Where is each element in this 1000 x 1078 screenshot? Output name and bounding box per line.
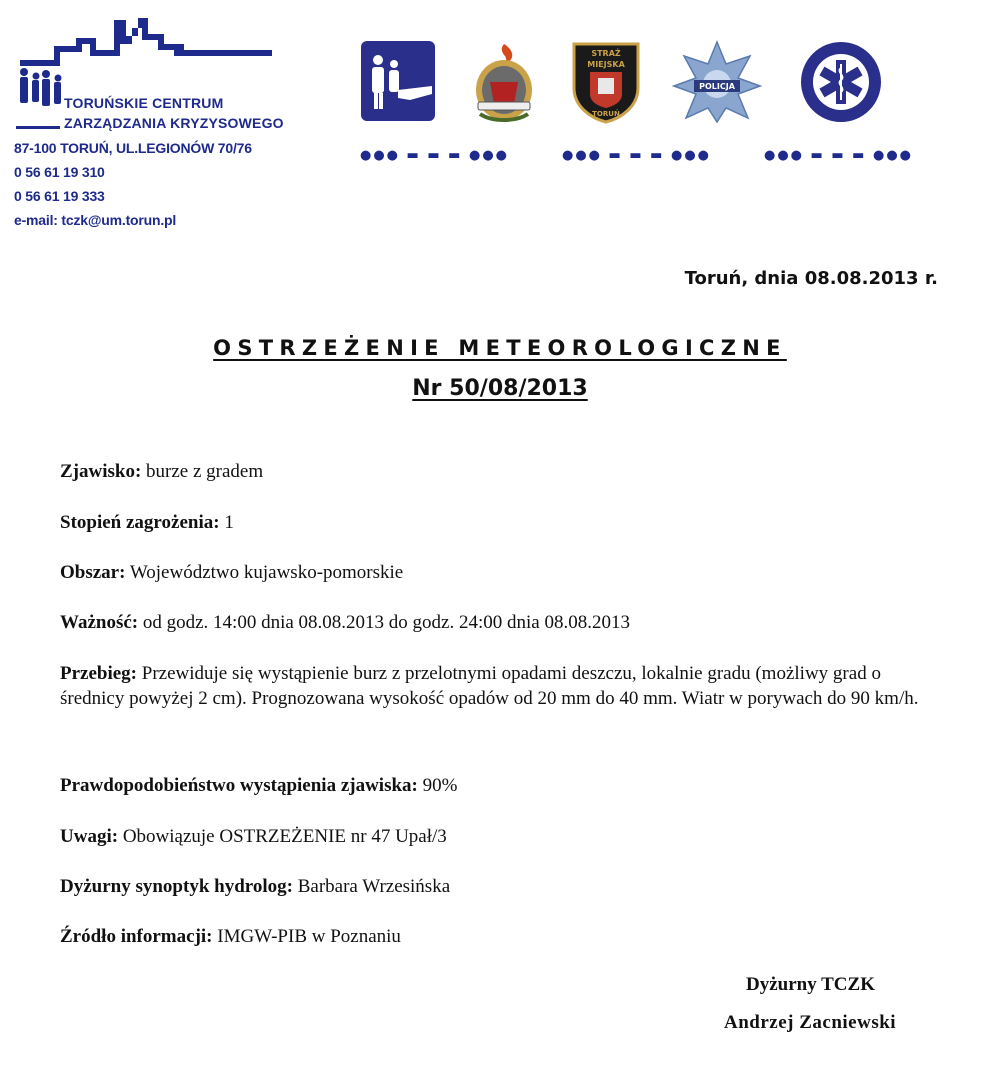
- separator-dots-3: ●●● ▬ ▬ ▬ ●●●: [764, 148, 914, 163]
- field-threat-level: [60, 511, 940, 535]
- field-label: Prawdopodobieństwo wystąpienia zjawiska:: [60, 775, 418, 796]
- separator-dots-1: ●●● ▬ ▬ ▬ ●●●: [360, 148, 510, 163]
- document-title: [0, 336, 1000, 360]
- document-title-text: OSTRZEŻENIE METEOROLOGICZNE: [213, 336, 787, 360]
- emblem-police-text: POLICJA: [699, 82, 735, 91]
- field-label: Obszar:: [60, 562, 126, 583]
- field-label: Ważność:: [60, 612, 139, 633]
- field-value: Obowiązuje OSTRZEŻENIE nr 47 Upał/3: [118, 826, 447, 847]
- field-area: [60, 561, 940, 585]
- field-course: [60, 661, 940, 711]
- field-value: Województwo kujawsko-pomorskie: [125, 562, 404, 583]
- field-probability: [60, 774, 940, 798]
- field-value: IMGW-PIB w Poznaniu: [212, 926, 401, 947]
- field-value: burze z gradem: [141, 461, 264, 482]
- emblem-text-mid: MIEJSKA: [587, 60, 625, 69]
- field-synoptician: [60, 875, 940, 899]
- field-phenomenon: [60, 460, 940, 484]
- org-name-line2: ZARZĄDZANIA KRYZYSOWEGO: [64, 115, 284, 131]
- field-source: [60, 925, 940, 949]
- family-social-help-icon: [360, 40, 436, 122]
- city-guard-torun-emblem-icon: [568, 40, 644, 124]
- signature-role: Dyżurny TCZK: [746, 974, 875, 995]
- field-label: Źródło informacji:: [60, 926, 213, 947]
- fire-brigade-emblem-icon: [466, 40, 542, 124]
- field-label: Przebieg:: [60, 663, 138, 684]
- org-phone-1: 0 56 61 19 310: [14, 164, 105, 180]
- field-value: Barbara Wrzesińska: [292, 876, 451, 897]
- signature-name: Andrzej Zacniewski: [724, 1012, 897, 1033]
- field-validity: [60, 611, 940, 635]
- org-name-line1: TORUŃSKIE CENTRUM: [64, 95, 224, 111]
- field-value: 90%: [417, 775, 458, 796]
- field-value: od godz. 14:00 dnia 08.08.2013 do godz. 24:00 dnia 08.08.2013: [138, 612, 630, 633]
- separator-dots-2: ●●● ▬ ▬ ▬ ●●●: [562, 148, 712, 163]
- field-label: Stopień zagrożenia:: [60, 512, 220, 533]
- field-label: Dyżurny synoptyk hydrolog:: [60, 876, 293, 897]
- document-number-text: Nr 50/08/2013: [412, 376, 588, 401]
- medical-rescue-emblem-icon: [796, 40, 886, 124]
- field-value: Przewiduje się wystąpienie burz z przelotnymi opadami deszczu, lokalnie gradu (możliwy grad o średnicy powyżej 2 cm). Prognozowana wysokość opadów od 20 mm do 40 mm. Wiatr w porywach do 90 km/h.: [60, 663, 919, 709]
- document-number: [0, 376, 1000, 401]
- field-remarks: [60, 825, 940, 849]
- emblem-text-bottom: TORUŃ: [592, 110, 620, 118]
- field-label: Uwagi:: [60, 826, 119, 847]
- police-star-emblem-icon: [672, 40, 762, 124]
- org-address: 87-100 TORUŃ, UL.LEGIONÓW 70/76: [14, 140, 252, 156]
- org-email[interactable]: e-mail: tczk@um.torun.pl: [14, 212, 177, 228]
- org-phone-2: 0 56 61 19 333: [14, 188, 105, 204]
- field-value: 1: [219, 512, 234, 533]
- emblem-text-top: STRAŻ: [591, 49, 621, 58]
- field-label: Zjawisko:: [60, 461, 142, 482]
- document-date: Toruń, dnia 08.08.2013 r.: [684, 268, 938, 289]
